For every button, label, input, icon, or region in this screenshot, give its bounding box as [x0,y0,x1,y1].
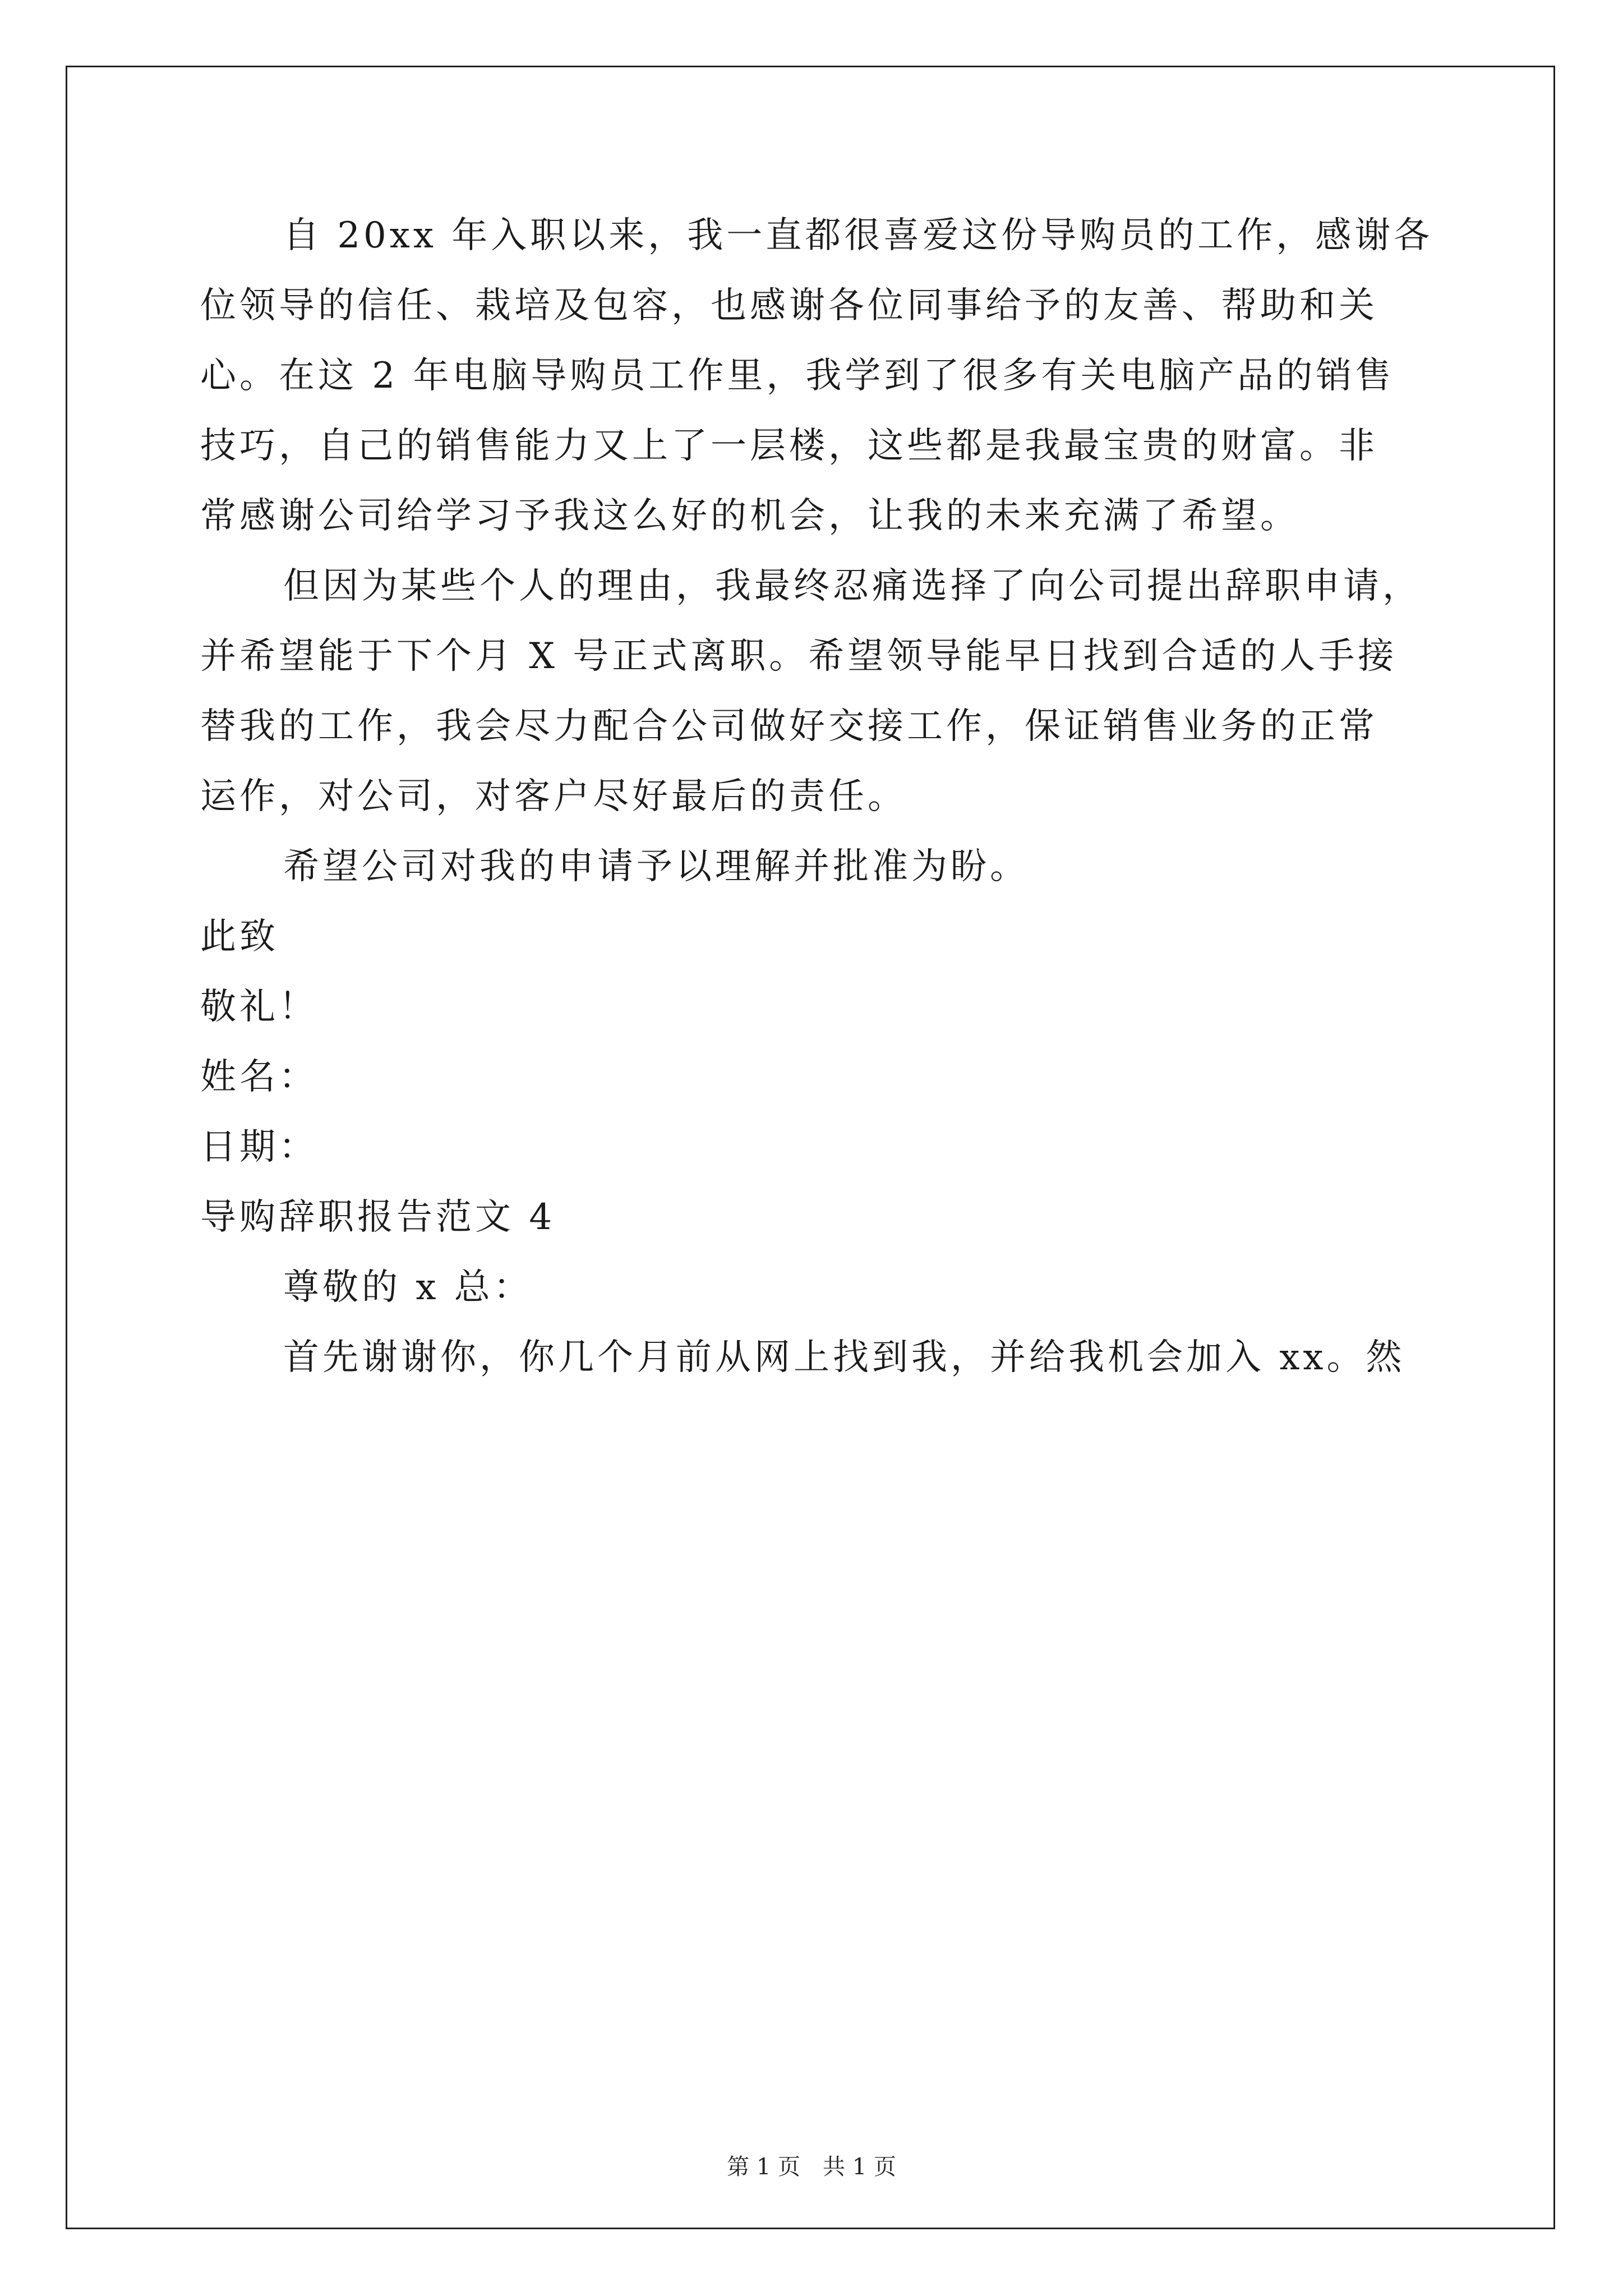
paragraph-1-line-2: 位领导的信任、栽培及包容，也感谢各位同事给予的友善、帮助和关 [200,285,1378,326]
section-title: 导购辞职报告范文 4 [200,1197,556,1238]
paragraph-3-line-1: 首先谢谢你，你几个月前从网上找到我，并给我机会加入 xx。然 [283,1337,1405,1378]
name-field-label: 姓名： [200,1056,318,1098]
paragraph-2-line-1: 但因为某些个人的理由，我最终忍痛选择了向公司提出辞职申请， [283,565,1422,607]
salutation-jingli: 敬礼！ [200,986,318,1028]
letter-greeting: 尊敬的 x 总： [283,1267,533,1308]
paragraph-1-line-5: 常感谢公司给学习予我这么好的机会，让我的未来充满了希望。 [200,495,1299,537]
paragraph-2-line-4: 运作，对公司，对客户尽好最后的责任。 [200,776,907,817]
paragraph-2-line-3: 替我的工作，我会尽力配合公司做好交接工作，保证销售业务的正常 [200,706,1378,747]
paragraph-1-line-1: 自 20xx 年入职以来，我一直都很喜爱这份导购员的工作，感谢各 [283,215,1433,256]
paragraph-2-line-2: 并希望能于下个月 X 号正式离职。希望领导能早日找到合适的人手接 [200,636,1398,677]
closing-request: 希望公司对我的申请予以理解并批准为盼。 [283,846,1029,887]
paragraph-1-line-4: 技巧，自己的销售能力又上了一层楼，这些都是我最宝贵的财富。非 [200,425,1378,467]
paragraph-1-line-3: 心。在这 2 年电脑导购员工作里，我学到了很多有关电脑产品的销售 [200,355,1395,397]
page-number-footer: 第 1 页 共 1 页 [727,2154,896,2180]
salutation-cizhi: 此致 [200,916,279,958]
date-field-label: 日期： [200,1126,318,1168]
